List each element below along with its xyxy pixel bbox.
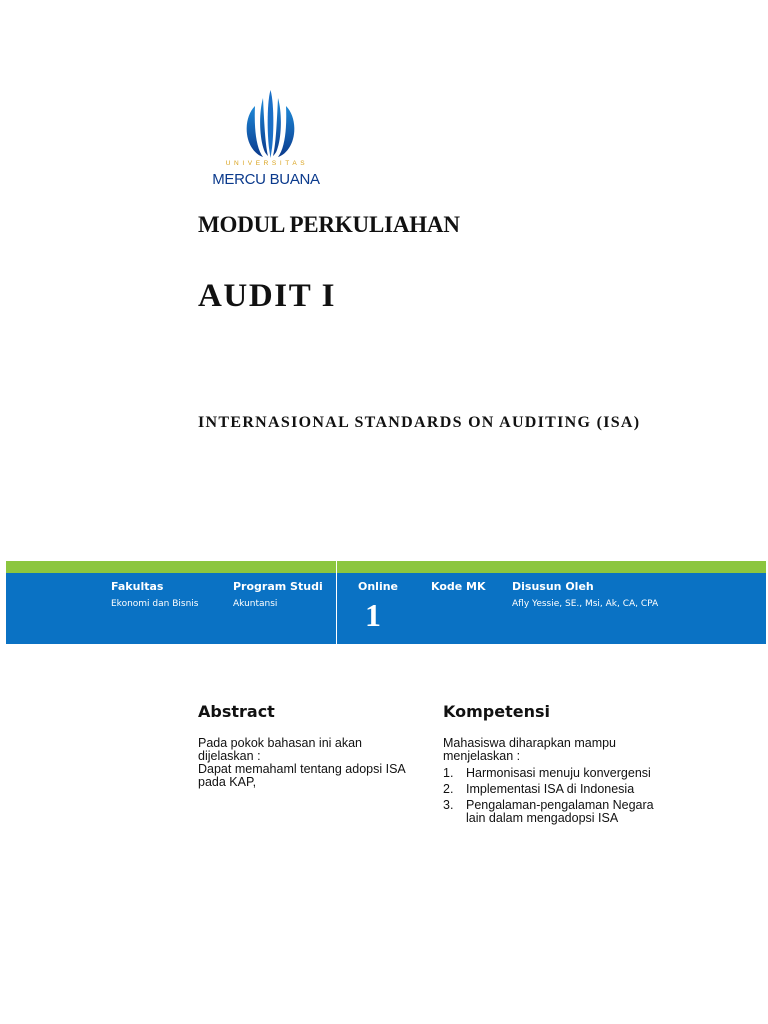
competence-intro-line: menjelaskan :	[443, 749, 521, 763]
university-logo	[198, 88, 336, 194]
abstract-line: pada KAP,	[198, 775, 257, 789]
info-kode-mk	[431, 580, 486, 599]
competence-heading: Kompetensi	[443, 702, 550, 721]
info-program-studi	[233, 580, 323, 609]
list-item-text: Pengalaman-pengalaman Negara lain dalam mengadopsi ISA	[466, 798, 654, 825]
competence-intro-line: Mahasiswa diharapkan mampu	[443, 736, 617, 750]
abstract-line: Pada pokok bahasan ini akan	[198, 736, 363, 750]
abstract-body	[198, 737, 428, 789]
course-title: AUDIT I	[198, 278, 337, 314]
abstract-line: dijelaskan :	[198, 749, 261, 763]
competence-list	[443, 767, 673, 825]
author-label: Disusun Oleh	[512, 580, 594, 593]
list-item	[443, 783, 673, 796]
online-label: Online	[358, 580, 399, 593]
list-item	[443, 767, 673, 780]
list-item-number: 1.	[443, 766, 454, 780]
info-online	[358, 580, 398, 634]
info-fakultas	[111, 580, 198, 609]
author-value: Afly Yessie, SE., Msi, Ak, CA, CPA	[512, 599, 659, 609]
list-item-text: Harmonisasi menuju konvergensi	[466, 766, 651, 780]
info-disusun-oleh	[512, 580, 658, 609]
abstract-line: Dapat memahaml tentang adopsi ISA	[198, 762, 406, 776]
fakultas-value: Ekonomi dan Bisnis	[111, 599, 199, 609]
logo-university-name: MERCU BUANA	[212, 171, 320, 188]
topic-title: INTERNASIONAL STANDARDS ON AUDITING (ISA)	[198, 414, 641, 431]
fakultas-label: Fakultas	[111, 580, 164, 593]
module-label: MODUL PERKULIAHAN	[198, 212, 460, 237]
abstract-heading: Abstract	[198, 702, 275, 721]
flame-emblem-icon	[198, 88, 336, 160]
program-studi-value: Akuntansi	[233, 599, 278, 609]
competence-body	[443, 737, 673, 828]
info-band-divider	[336, 561, 337, 644]
info-band-accent	[6, 561, 766, 573]
online-value: 1	[365, 597, 381, 633]
list-item-number: 3.	[443, 798, 454, 812]
list-item-text: Implementasi ISA di Indonesia	[466, 782, 635, 796]
kode-mk-label: Kode MK	[431, 580, 486, 593]
program-studi-label: Program Studi	[233, 580, 323, 593]
logo-universitas-text: UNIVERSITAS	[225, 160, 309, 167]
list-item-number: 2.	[443, 782, 454, 796]
list-item	[443, 799, 673, 825]
